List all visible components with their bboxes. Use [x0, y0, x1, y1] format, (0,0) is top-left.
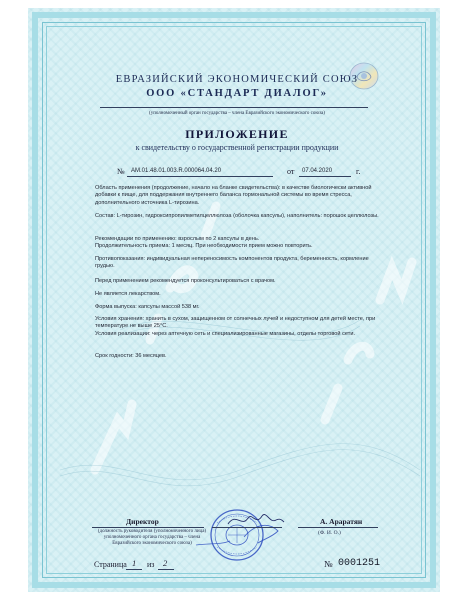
- page-of-label: из: [147, 560, 155, 569]
- signature-line: [212, 527, 282, 528]
- serial-number: 0001251: [338, 558, 381, 569]
- registration-number-prefix: №: [117, 167, 125, 176]
- union-heading: ЕВРАЗИЙСКИЙ ЭКОНОМИЧЕСКИЙ СОЮЗ: [115, 74, 359, 85]
- page-total-line: [158, 569, 174, 570]
- registration-number: AM.01.48.01.003.R.000064.04.20: [131, 168, 222, 174]
- document-title: ПРИЛОЖЕНИЕ: [185, 127, 289, 141]
- position-note: (должность руководителя (уполномоченного лица) уполномоченного органа государства – члена Евразийского экономического союза): [97, 529, 207, 547]
- registration-date-suffix: г.: [356, 167, 361, 176]
- registration-date-prefix: от: [287, 167, 295, 176]
- shelf-life-line: Срок годности: 36 месяцев.: [95, 353, 167, 359]
- organization-note: (уполномоченный орган государства – члена Евразийского экономического союза): [149, 111, 325, 116]
- sale-paragraph: Условия реализации: через аптечную сеть и специализированные магазины, отделы торговой сети.: [95, 331, 356, 337]
- signatory-name: А. Араратян: [320, 517, 363, 526]
- consult-line: Перед применением рекомендуется проконсультироваться с врачом.: [95, 278, 276, 284]
- registration-date: 07.04.2020: [302, 168, 333, 174]
- duration-line: Продолжительность приема: 1 месяц. При необходимости прием можно повторить.: [95, 243, 313, 249]
- recommendations-line: Рекомендации по применению: взрослым по 2 капсулы в день.: [95, 236, 260, 242]
- registration-number-line: [127, 176, 273, 177]
- name-note: (Ф. И. О.): [318, 530, 341, 536]
- composition-paragraph: Состав: L-тирозин, гидроксипропилметилцеллюлоза (оболочка капсулы), наполнитель: порошок целлюлозы.: [95, 213, 379, 219]
- registration-date-line: [299, 176, 351, 177]
- serial-prefix: №: [324, 559, 333, 569]
- document-subtitle: к свидетельству о государственной регистрации продукции: [135, 143, 339, 152]
- contraindications-paragraph: Противопоказания: индивидуальная непереносимость компонентов продукта, беременность, кормление грудью.: [95, 256, 369, 270]
- form-line: Форма выпуска: капсулы массой 538 мг.: [95, 304, 200, 310]
- name-line: [298, 527, 378, 528]
- org-underline: [100, 107, 368, 108]
- signatory-position: Директор: [126, 517, 159, 526]
- page-total: 2: [163, 558, 168, 568]
- scope-paragraph: Область применения (продолжение, начало на бланке свидетельства): в качестве биологически активной добавки к пище, для поддержания внутреннего баланса гормональной системы во время стресса, дополнительного источника L-тирозина.: [95, 185, 372, 206]
- not-drug-line: Не является лекарством.: [95, 291, 161, 297]
- page-current: 1: [132, 558, 137, 568]
- position-line: [92, 527, 204, 528]
- page-current-line: [126, 569, 142, 570]
- storage-paragraph: Условия хранения: хранить в сухом, защищенном от солнечных лучей и недоступном для детей месте, при температуре не выше 25°С.: [95, 316, 376, 330]
- organization-name: ООО «СТАНДАРТ ДИАЛОГ»: [146, 88, 328, 99]
- page-label: Страница: [94, 560, 127, 569]
